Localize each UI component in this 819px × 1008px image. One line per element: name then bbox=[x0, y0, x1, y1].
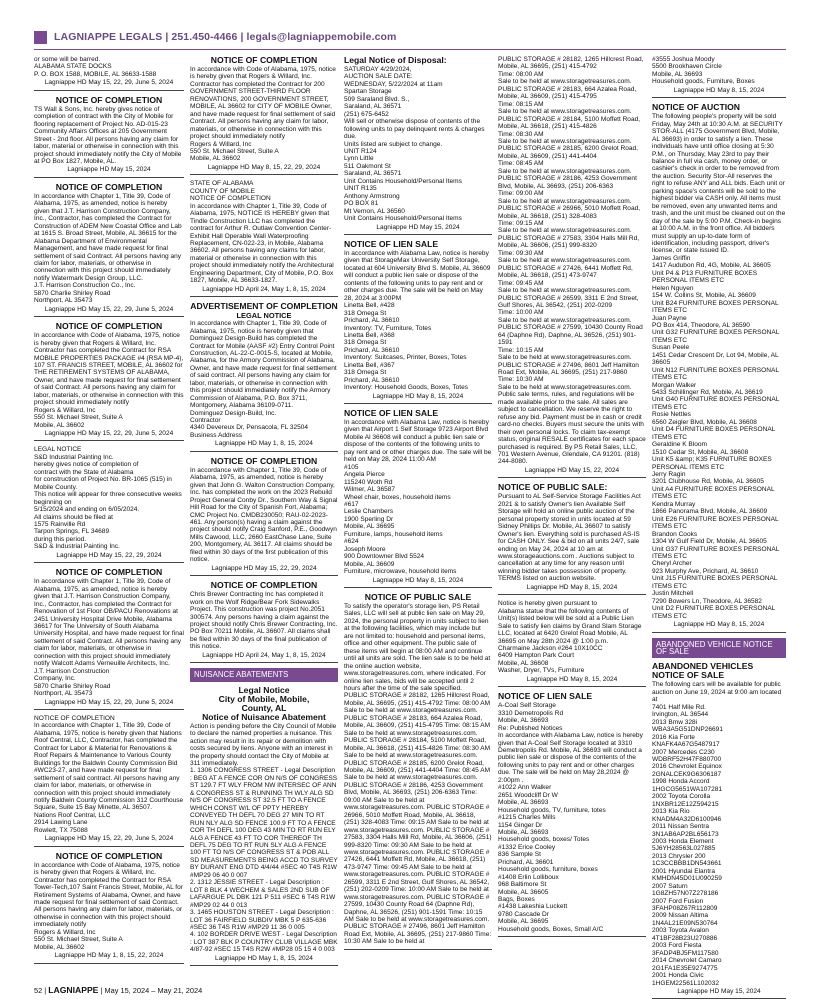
notice-body: To satisfy the operator's storage lien, PS Retail Sales, LLC will sell at public lien sale on May 29, 2024, the personal property in units subject to lien at the following facilities, which may include but are not limited to: household and personal items, office and other equipment. The public sale of these items will begin at 08:00 AM and continue until all units are sold. The lien sale is to be held at the online auction website, www.storagetreasures.com, where indicated. For online lien sales, bids will be accepted until 2 hours after the time of the sale specified. PUBLIC STORAGE # 28182, 1265 Hillcrest Road, Mobile, AL 36695, (251) 415-4792 Time: 08:00 AM Sale to be held at www.storagetreasures.com. PUBLIC STORAGE # 28183, 664 Azalea Road, Mobile, AL 36609, (251) 415-4795 Time: 08:15 AM Sale to be held at www.storagetreasures.com. PUBLIC STORAGE # 28184, 5100 Moffett Road, Mobile, AL 36618, (251) 415-4826 Time: 08:30 AM Sale to be held at www.storagetreasures.com. PUBLIC STORAGE # 28185, 6200 Grelot Road, Mobile, AL 36609, (251) 441-4404 Time: 08:45 AM Sale to be held at www.storagetreasures.com. PUBLIC STORAGE # 28186, 4253 Government Blvd, Mobile, AL 36693, (251) 206-6363 Time: 09:00 AM Sale to be held at www.storagetreasures.com. PUBLIC STORAGE # 26966, 5010 Moffett Road, Mobile, AL 36618, (251) 328-4083 Time: 09:15 AM Sale to be held at www.storagetreasures.com. PUBLIC STORAGE # 27583, 3304 Halls Mill Rd, Mobile, AL 36606, (251) 999-8320 Time: 09:30 AM Sale to be held at www.storagetreasures.com. PUBLIC STORAGE # 27426, 6441 Moffett Rd, Mobile, AL 36618, (251) 473-9747 Time: 09:45 AM Sale to be held at www.storagetreasures.com. PUBLIC STORAGE # 26599, 3311 E 2nd Street, Gulf Shores, AL 36542, (251) 202-0209 Time: 10:00 AM Sale to be held at www.storagetreasures.com. PUBLIC STORAGE # 27599, 10430 County Road 64 (Daphne Rd), Daphne, AL 36526, (251) 901-1591 Time: 10:15 AM Sale to be held at www.storagetreasures.com. PUBLIC STORAGE # 27496, 8601 Jeff Hamilton Road Ext, Mobile, AL 36695, (251) 217-9860 Time: 10:30 AM Sale to be held at bbox=[344, 603, 492, 946]
notice-title: NOTICE OF LIEN SALE bbox=[498, 691, 593, 702]
notice-divider bbox=[34, 440, 184, 441]
notice-run-dates: Lagniappe HD May 15, 22, 29, June 5, 2024 bbox=[44, 305, 174, 313]
notice-title: NOTICE OF COMPLETION bbox=[55, 181, 163, 192]
notice-run-dates: Lagniappe HD May 15, 22, 29, 2024 bbox=[211, 564, 317, 572]
notice-divider bbox=[344, 949, 492, 950]
notice-divider bbox=[34, 177, 184, 178]
legal-notice bbox=[344, 409, 492, 588]
column-4 bbox=[498, 56, 646, 974]
legal-notice bbox=[34, 322, 184, 441]
column-1 bbox=[34, 56, 184, 974]
legal-notice bbox=[190, 457, 338, 576]
legal-notice bbox=[190, 180, 338, 297]
notice-run-dates: Lagniappe HD May 15, 22, 29, June 5, 2024 bbox=[44, 835, 174, 843]
notice-body: STATE OF ALABAMA COUNTY OF MOBILE NOTICE OF COMPLETION In accordance with Chapter 1, Title 39, Code of Alabama, 1975, NOTICE IS HEREBY given that Tindle Construction LLC has completed the contract for Arthur R. Outlaw Convention Center- Exhibit Hall Operable Wall Waterproofing Replacement, CN-022-23, in Mobile, Alabama 36602. All persons having any claims for labor, material or otherwise in connection with this project should immediately notify the Architectural Engineering Department, City of Mobile, P.O. Box 1827, Mobile, AL 36633-1827. bbox=[190, 180, 334, 285]
notice-run-dates: Lagniappe HD April 24, May 1, 8, 15, 2024 bbox=[202, 651, 326, 659]
notice-title: NOTICE OF COMPLETION bbox=[55, 94, 163, 105]
notice-title: NOTICE OF COMPLETION bbox=[210, 55, 318, 65]
notice-divider bbox=[344, 234, 492, 235]
legal-notice bbox=[190, 56, 338, 175]
notice-run-dates: Lagniappe HD May 8, 15, 2024 bbox=[372, 392, 464, 400]
legal-notice bbox=[652, 103, 786, 632]
notice-run-dates: Lagniappe HD May 8, 15, 2024 bbox=[526, 583, 618, 591]
notice-title: NOTICE OF COMPLETION bbox=[55, 850, 163, 861]
notice-body: or some will be barred. ALABAMA STATE DOCKS P. O. BOX 1588, MOBILE, AL 36633-1588 bbox=[34, 56, 157, 78]
legal-notice bbox=[34, 446, 184, 563]
notice-run-dates: Lagniappe HD May 8, 15, 2024 bbox=[526, 675, 618, 683]
notice-subtitle: LEGAL NOTICE bbox=[236, 311, 292, 321]
notice-divider bbox=[34, 562, 184, 563]
notice-run-dates: Lagniappe HD May 1, 8, 15, 2024 bbox=[215, 440, 313, 448]
notice-divider bbox=[652, 97, 786, 98]
notice-title: NOTICE OF LIEN SALE bbox=[344, 238, 439, 249]
notice-divider bbox=[498, 936, 646, 937]
legal-notice bbox=[34, 96, 184, 178]
notice-divider bbox=[190, 575, 338, 576]
notice-divider bbox=[34, 846, 184, 847]
notice-divider bbox=[190, 174, 338, 175]
notice-title: ADVERTISEMENT OF COMPLETION bbox=[190, 301, 338, 312]
notice-body: Notice is hereby given pursuant to Alabama statue that the following contents of Unit(s) listed below will be sold at a Public Lien Sale to satisfy lien claims by Grand Slam Storage LLC, located at 6420 Grelot Road Mobile, AL 36695 on May 28th 2024 @ 1:00 p.m. Charmaine Jackson #264 10X10CC 6409 Hampton Park Court Mobile, AL 36608 Washer, Dryer, TVs, Furniture bbox=[498, 600, 642, 675]
footer-dates: May 15, 2024 – May 21, 2024 bbox=[104, 986, 203, 995]
notice-body: In accordance with Alabama Law, notice is hereby given that StorageMax University Self Storage, located at 604 University Blvd S. Mobile, AL 36609 will conduct a public lien sale or dispose of the contents of the following units to pay rent and or other charges due. The sale will be held on May 28, 2024 at 3:00PM Linetta Bell, #428 318 Omega St Prichard, AL 36610 Inventory: TV, Furniture, Totes Linetta Bell, #368 318 Omega St Prichard, AL 36610 Inventory: Suitcases, Printer, Boxes, Totes Linetta Bell, #367 318 Omega St Prichard, AL 36610 Inventory: Household Goods, Boxes, Totes bbox=[344, 249, 491, 392]
section-band: NUISANCE ABATEMENTS bbox=[190, 668, 338, 681]
notice-title: Legal Notice of Disposal: bbox=[344, 55, 447, 65]
notice-divider bbox=[190, 296, 338, 297]
legal-notice bbox=[190, 302, 338, 452]
legal-notice bbox=[34, 183, 184, 317]
notice-title: NOTICE OF COMPLETION bbox=[55, 567, 163, 578]
notice-title: NOTICE OF LIEN SALE bbox=[344, 408, 439, 419]
legal-notice bbox=[34, 568, 184, 710]
legal-notice bbox=[498, 56, 646, 478]
legal-notice bbox=[34, 852, 184, 964]
notice-run-dates: Lagniappe HD May 8, 15, 22, 29, 2024 bbox=[207, 163, 321, 171]
legal-notice bbox=[190, 686, 338, 967]
notice-title: NOTICE OF COMPLETION bbox=[55, 321, 163, 332]
notice-run-dates: Lagniappe HD May 15, 2024 bbox=[677, 988, 761, 996]
notice-body: In accordance with Code of Alabama, 1975, notice is hereby given that Rogers & Willard, Inc. Contractor has completed the Contract for RSA Tower-Tech,107 Saint Francis Street, Mobile, AL for Retirement Systems of Alabama, Owner, and have made request for final settlement of said Contract. All persons having any claim for labor, materials, or otherwise in connection with this project should immediately notify Rogers & Willard, Inc 550 St. Michael Street, Suite A Mobile, AL 36602 bbox=[34, 861, 183, 951]
footer-page-number: 52 bbox=[34, 986, 43, 995]
legal-notice bbox=[498, 692, 646, 937]
notice-divider bbox=[498, 477, 646, 478]
notice-divider bbox=[652, 632, 786, 633]
notice-run-dates: Lagniappe HD May 1, 8, 15, 22, 2024 bbox=[54, 952, 164, 960]
notice-body: NOTICE OF COMPLETION In accordance with Chapter 1, Title 39, Code of Alabama, 1975, notice is hereby given that Nations Roof Central, LLC, Contractor, has completed the Contract for Labor & Material for Renovations & Roof Repairs & Maintenance to Various County Buildings for the Baldwin County Commission Bid #WC23-27, and have made request for final settlement of said contract. All persons having any claim for labor, materials, or otherwise in connection with this project should immediately notify Baldwin County Commission 312 Courthouse Square, Suite 15 Bay Minette, AL 36507. Nations Roof Central, LLC 2914 Lawing Lane Rowlett, TX 75088 bbox=[34, 714, 184, 834]
notice-divider bbox=[34, 316, 184, 317]
notice-divider bbox=[498, 594, 646, 595]
notice-body: In accordance with Chapter 1, Title 39, Code of Alabama, 1975, as amended, notice is hereby given that John G. Walton Construction Company, Inc. has completed the work on the 2023 Rebuild Project General Conby Dr., Southern Way & Signal Hill Road for the City of Spanish Fort, Alabama; CMC Project No. CMDB230050; RAU-02-2023-461. Any person(s) having a claim against the project should notify Craig Sanford, P.E., Goodwyn Mills Cawood, LLC, 2660 EastChase Lane, Suite 200, Montgomery, AL 36117. All claims should be filed within 30 days of the first publication of this notice. bbox=[190, 466, 338, 564]
notice-divider bbox=[190, 662, 338, 663]
notice-run-dates: Lagniappe HD May 15, 22, 29, June 5, 2024 bbox=[44, 79, 174, 87]
notice-body: In accordance with Chapter 1, Title 39, Code of Alabama, 1975, notice is hereby given that Dominguez Design-Build has completed the Contract for Mobile (AASF #2) Entry Control Point Construction, AL-22-C-0015-S, located at Mobile, Alabama, for the Armory Commission of Alabama, Owner, and have made request for final settlement of said contract. All persons having any claim for labor, materials, or otherwise in connection with this project should immediately notify the Armory Commission of Alabama, P.O. Box 3711, Montgomery, Alabama 36109-0711. Dominguez Design-Build, Inc. Contractor 4340 Devereux Dr, Pensacola, FL 32504 Business Address bbox=[190, 320, 337, 439]
notice-run-dates: Lagniappe HD May 8, 15, 2024 bbox=[372, 576, 464, 584]
notice-body: PUBLIC STORAGE # 28182, 1265 Hillcrest Road, Mobile, AL 36695, (251) 415-4792 Time: 08:00 AM Sale to be held at www.storagetreasures.com. PUBLIC STORAGE # 28183, 664 Azalea Road, Mobile, AL 36609, (251) 415-4795 Time: 08:15 AM Sale to be held at www.storagetreasures.com. PUBLIC STORAGE # 28184, 5100 Moffett Road, Mobile, AL 36618, (251) 415-4826 Time: 08:30 AM Sale to be held at www.storagetreasures.com. PUBLIC STORAGE # 28185, 6200 Grelot Road, Mobile, AL 36609, (251) 441-4404 Time: 08:45 AM Sale to be held at www.storagetreasures.com. PUBLIC STORAGE # 28186, 4253 Government Blvd, Mobile, AL 36693, (251) 206-6363 Time: 09:00 AM Sale to be held at www.storagetreasures.com. PUBLIC STORAGE # 26966, 5010 Moffett Road, Mobile, AL 36618, (251) 328-4083 Time: 09:15 AM Sale to be held at www.storagetreasures.com. PUBLIC STORAGE # 27583, 3304 Halls Mill Rd, Mobile, AL 36606, (251) 999-8320 Time: 09:30 AM Sale to be held at www.storagetreasures.com. PUBLIC STORAGE # 27426, 6441 Moffett Rd, Mobile, AL 36618, (251) 473-9747 Time: 09:45 AM Sale to be held at www.storagetreasures.com. PUBLIC STORAGE # 26599, 3311 E 2nd Street, Gulf Shores, AL 36542, (251) 202-0209 Time: 10:00 AM Sale to be held at www.storagetreasures.com. PUBLIC STORAGE # 27599, 10430 County Road 64 (Daphne Rd), Daphne, AL 36526, (251) 901-1591 Time: 10:15 AM Sale to be held at www.storagetreasures.com. PUBLIC STORAGE # 27496, 8601 Jeff Hamilton Road Ext, Mobile, AL 36695, (251) 217-9860 Time: 10:30 AM Sale to be held at www.storagetreasures.com. Public sale terms, rules, and regulations will be made available prior to the sale. All sales are subject to cancellation. We reserve the right to refuse any bid. Payment must be in cash or credit card-no checks. Buyers must secure the units with their own personal locks. To claim tax-exempt status, original RESALE certificates for each space purchased is required. By PS Retail Sales, LLC, 701 Western Avenue, Glendale, CA 91201. (818) 244-8080. bbox=[498, 56, 646, 466]
notice-run-dates: Lagniappe HD May 15, 2024 bbox=[376, 223, 460, 231]
notice-title: NOTICE OF COMPLETION bbox=[210, 455, 318, 466]
notice-body: Action is pending before the City Council of Mobile to declare the named properties a nuisance. This action may result in its repair or demolition with costs secured by liens. Anyone with an interest in the property should contact the City of Mobile at 311 immediately. 1. 1306 CONGRESS STREET - Legal Description : BEG AT A FENCE COR ON N/S OF CONGRESS ST 129.7 FT WLY FROM NW INTERSEC OF ANN & CONGRESS ST & RUNNING TH WLY ALG SD N/S OF CONGRESS ST 32.5 FT TO A FENCE WHICH CONST W/L OF PPTY HEREBY CONVEYED TH DEFL 70 DEG 27 MIN TO RT RUN NLY ALG SD FENCE 100.9 FT TO A FENCE COR TH DEFL 100 DEG 43 MIN TO RT RUN ELY ALG A FENCE 43 FT TO COR THEREOF TH DEFL 75 DEG TO RT RUN SLY ALG A FENCE 100 FT TO N/S OF CONGRESS ST & POB ALL SD MEASUREMENTS BEING ACCD TO SURVEY BY DURANT ENG DTD 4/4/44 #SEC 40 T4S R1W #MP29 06 40 0 007 2. 1312 JESSIE STREET - Legal Description : LOT 8 BLK 4 WECHEM & SALES 2ND SUB OF LAFARGUE PL DBK 121 P 511 #SEC 6 T4S R1W #MP29 02 44 0 013 3. 1465 HOUSTON STREET - Legal Description : LOT 36 FAIRFIELD SUBDIV MBK 5 P 635-636 #SEC 36 T4S R1W #MP29 11 36 0 005 4. 102 BORDER DRIVE WEST - Legal Description : LOT 387 BLK P COUNTRY CLUB VILLAGE MBK 4/87-92 #SEC 15 T4S R2W #MP28 05 15 4 0 003 bbox=[190, 722, 338, 954]
legal-notice bbox=[498, 483, 646, 595]
notice-run-dates: Lagniappe HD May 15, 22, 29, 2024 bbox=[56, 551, 162, 559]
footer-line: 52 | LAGNIAPPE | May 15, 2024 – May 21, 2024 bbox=[34, 985, 203, 995]
notice-divider bbox=[344, 587, 492, 588]
column-3 bbox=[344, 56, 492, 974]
notice-body: Chris Brewer Contracting Inc has completed it work on the Wolf Ridge/Bear Fork Sidewalks Project. This construction was project No.2051 300574. Any persons having a claim against the project should notify Chris Brewer Contracting, Inc. PO Box 70211 Mobile, AL 36607. All claims shall be filed within 30 days of the final publication of this notice. bbox=[190, 591, 338, 651]
notice-body: In accordance with Alabama Law, notice is hereby given that Airport 1 Self Storage 9723 Airport Blvd Mobile Al 36608 will conduct a public lien sale or dispose of the contents of the following units to pay rent and or other charges due. The sale will be held on May 28, 2024 11:00 AM #105 Angela Pierce 115240 Woth Rd Wilmer, AL 36587 Wheel chair, boxes, household items #617 Leslie Chambers 1900 Sperling Dr Mobile, AL 36695 Furniture, lamps, household items #624 Joseph Moore 900 Downtowner Blvd 5524 Mobile, AL 36609 Furniture, microwave, household items bbox=[344, 419, 492, 576]
notice-run-dates: Lagniappe HD May 8, 15, 2024 bbox=[673, 86, 765, 94]
notice-body: LEGAL NOTICE S&D Industrial Painting Inc. hereby gives notice of completion of contract with the State of Alabama for construction of Project No. BR-1065 (515) in Mobile County. This notice will appear for three consecutive weeks beginning on 5/15/2024 and ending on 6/05/2024. All claims should be filed at 1575 Rainville Rd Tarpon Springs, FL 34689 during this period. S&D & Industrial Painting Inc. bbox=[34, 446, 182, 551]
notice-divider bbox=[190, 965, 338, 966]
notice-title: NOTICE OF PUBLIC SALE bbox=[364, 592, 472, 602]
notice-run-dates: Lagniappe HD May 1, 8, 15, 2024 bbox=[215, 954, 313, 962]
legal-notice bbox=[344, 593, 492, 950]
notice-run-dates: Lagniappe HD May 15, 22, 29, June 5, 2024 bbox=[44, 430, 174, 438]
notice-body: #3555 Joshua Moody 5500 Brookhaven Circle Mobile, AL 36693 Household goods, Furniture, Boxes bbox=[652, 56, 755, 86]
header-text: LAGNIAPPE LEGALS | 251.450-4466 | legals@lagniappemobile.com bbox=[54, 31, 397, 43]
notice-body: In accordance with Chapter 1, Title 39, Code of Alabama, 1975, as amended, notice is hereby given that J.T. Harrison Construction Company, Inc., Contractor, has completed the Contract for Renovation of 1st Floor OB/PACU Renovations at 2451 University Hospital Drive Mobile, Alabama 36617 for The University of South Alabama University Hospital, and have made request for final settlement of said Contract. All persons having any claim for labor, materials, or otherwise in connection with this project should immediately notify Walcott Adams Verneuille Architects, Inc. J.T. Harrison Construction Company, Inc. 5870 Charlie Shirley Road Northport, AL 35473 bbox=[34, 578, 184, 698]
page-footer bbox=[34, 985, 786, 999]
notice-body: Pursuant to AL Self-Service Storage Facilities Act 2021 & to satisfy Owner's lien Available Self Storage will hold an online public auction of the personal property stored in units located at 59 Sidney Phillips Dr. Mobile, AL 36607 to satisfy Owner's lien. Everything sold is purchased AS-IS for CASH ONLY. See & bid on all units 24/7, sale ending on May 24, 2024 at 10 am at www.storageauctions.com . Auctions subject to cancellation at any time for any reason until winning bidder takes possession of property. TERMS listed on auction website. bbox=[498, 493, 641, 583]
notice-body: A-Coal Self Storage 3310 Demetropolis Rd Mobile, AL 36693 Re: Published Notices In accordance with Alabama Law, notice is hereby given that A-Coal Self Storage located at 3310 Demetropolis Rd. Mobile, AL 36693 will conduct a public lien sale or dispose of the contents of the following units to pay rent and or other charges due. The sale will be held on May 28,2024 @ 2:00pm . #1022 Ann Walker 2651 Woodcliff Dr W Mobile, AL 36693 Household goods, TV, furniture, totes #1215 Charles Mills 1154 Ginger Dr Mobile, AL 36693 Household goods, boxes/ Totes #1332 Erice Cooley 836 Sample St Prichard, AL 36601 Household goods, furniture, boxes #1408 Erlin Lolliboux 968 Baltimore St Mobile, AL 36605 Bags, Boxes #1438 Lakeshia Luckett 9780 Cascade Dr Mobile, AL 36695 Household goods, Boxes, Small A/C bbox=[498, 702, 643, 933]
legal-notice bbox=[652, 662, 786, 999]
column-2 bbox=[190, 56, 338, 974]
notice-divider bbox=[190, 451, 338, 452]
notice-divider bbox=[34, 963, 184, 964]
notice-divider bbox=[34, 90, 184, 91]
notice-body: In accordance with Code of Alabama, 1975, notice is hereby given that Rogers & Willard, Inc. Contractor has completed the Contract for RSA MOBILE PROPERTIES PACKAGE #4 (RSA MP-4), 107 ST. FRANCIS STREET, MOBILE, AL 36602 for THE RETIREMENT SYSTEMS OF ALABAMA, Owner, and have made request for final settlement of said Contract. All persons having any claim for labor, materials, or otherwise in connection with this project should immediately notify Rogers & Willard, Inc 550 St. Michael Street, Suite A Mobile, AL 36602 bbox=[34, 332, 184, 429]
notice-run-dates: Lagniappe HD April 24, May 1, 8, 15, 2024 bbox=[202, 285, 326, 293]
notice-run-dates: Lagniappe HD May 15, 22, 2024 bbox=[524, 466, 620, 474]
notice-title: NOTICE OF AUCTION bbox=[652, 102, 741, 113]
notice-body: TS Wall & Sons, Inc. hereby gives notice of completion of contract with the City of Mobile for flooring replacement of Project No. AD-015-23 Community Affairs Offices at 205 Government Street - 2nd floor. All persons having any claim for labor, material or otherwise in connection with this project should immediately notify the City of Mobile at PO Box 1827, Mobile, AL. bbox=[34, 105, 182, 165]
page-header bbox=[34, 28, 786, 50]
notice-title: ABANDONED VEHICLES NOTICE OF SALE bbox=[652, 661, 754, 681]
column-5 bbox=[652, 56, 786, 996]
notice-divider bbox=[344, 403, 492, 404]
notice-body: The following people's property will be sold Friday, May 24th at 10:30 A.M. at SECURITY STOR-ALL (4175 Government Blvd, Mobile, AL 36693) in order to satisfy a lien. These individuals have until office closing at 5:30 P.M., on Thursday, May 23rd to pay their balance in full via cash, money order, or cashier's check in order to be removed from the auction. Security Stor-All reserves the right to refuse ANY and ALL bids. Each unit or parking space's contents will be sold to the highest bidder via CASH only. All items must be removed, even any unwanted items and trash, and the unit must be cleaned out on the day of the sale by 5:00 P.M. Check-in begins at 10:00 A.M. in the front office. All bidders must supply an up-to-date form of identification, including passport, driver's license, or state issued ID. James Griffin 1417 Audubon Rd, 4G, Mobile, AL 36605 Unit P4 & P13 FURNITURE BOXES PERSONAL ITEMS ETC Helen Nguyen 154 W. Collins St, Mobile, AL 36609 Unit B24 FURNITURE BOXES PERSONAL ITEMS ETC Juan Payne PO Box 414, Theodore, AL 36590 Unit G32 FURNITURE BOXES PERSONAL ITEMS ETC Susan Peele 1451 Cedar Crescent Dr, Lot 94, Mobile, AL 36605 Unit N12 FURNITURE BOXES PERSONAL ITEMS ETC Morgan Walker 5433 Schillinger Rd, Mobile, AL 36619 Unit G40 FURNITURE BOXES PERSONAL ITEMS ETC Rosie Nettles 6560 Zeigler Blvd, Mobile, AL 36608 Unit D4 FURNITURE BOXES PERSONAL ITEMS ETC Geraldine K Bloom 1510 Cedar St, Mobile, AL 36608 Unit K5 &amp; K35 FURNITURE BOXES PERSONAL ITEMS ETC Jerry Ragin 3201 Clubhouse Rd, Mobile, AL 36605 Unit A4 FURNITURE BOXES PERSONAL ITEMS ETC Kendra Murray 1866 Panorama Blvd, Mobile, AL 36609 Unit E26 FURNITURE BOXES PERSONAL ITEMS ETC Brandon Cooks 1304 W Gulf Field Dr, Mobile, AL 36605 Unit G37 FURNITURE BOXES PERSONAL ITEMS ETC Cheryl Archer 923 Murphy Ave, Prichard, AL 36610 Unit J15 FURNITURE BOXES PERSONAL ITEMS ETC Justin Mitchell 7290 Bowers Ln, Theodore, AL 36582 Unit D2 FURNITURE BOXES PERSONAL ITEMS ETC bbox=[652, 113, 786, 620]
section-band: ABANDONED VEHICLE NOTICE OF SALE bbox=[652, 638, 786, 659]
notice-run-dates: Lagniappe HD May 15, 22, 29, June 5, 2024 bbox=[44, 698, 174, 706]
notice-divider bbox=[34, 709, 184, 710]
header-rule bbox=[34, 49, 786, 50]
legal-notice bbox=[498, 600, 646, 687]
legal-notice bbox=[344, 56, 492, 235]
notice-title: Legal Notice City of Mobile, Mobile, County, AL Notice of Nuisance Abatement bbox=[202, 684, 326, 722]
legal-notice bbox=[34, 56, 184, 91]
notice-divider bbox=[498, 686, 646, 687]
notice-body: In accordance with Chapter 1, Title 39, Code of Alabama, 1975, as amended, notice is hereby given that J.T. Harrison Construction Company, Inc., Contractor, has completed the Contract for Construction of ADEM New Coastal Office and Lab at 1615 S. Broad Street, Mobile, AL 36615 for the Alabama Department of Environmental Management, and have made request for final settlement of said Contract. All persons having any claim for labor, materials, or otherwise in connection with this project should immediately notify Watermark Design Group, LLC. J.T. Harrison Construction Co., Inc. 5870 Charlie Shirley Road Northport, AL 35473 bbox=[34, 192, 182, 305]
header-accent-square bbox=[34, 31, 47, 44]
notice-run-dates: Lagniappe HD May 15, 2024 bbox=[67, 166, 151, 174]
legal-notice bbox=[190, 581, 338, 663]
legal-notice bbox=[34, 715, 184, 847]
footer-publication: LAGNIAPPE bbox=[48, 985, 99, 995]
notice-body: SATURDAY 4/29/2024, AUCTION SALE DATE: WEDNESDAY, 5/22/2024 at 11am Spartan Storage 509 Saraland Blvd. S., Saraland, AL 36571 (251) 675-6452 Will sell or otherwise dispose of contents of the following units to pay delinquent rents & charges due. Units listed are subject to change. UNIT R124 Lynn Little 511 Oakmont St Saraland, AL 36571 Unit Contains Household/Personal Items UNIT R135 Anthony Armstrong PO BOX 81 Mt Vernon, AL 36560 Unit Contains Household/Personal Items bbox=[344, 66, 485, 223]
notice-title: NOTICE OF PUBLIC SALE: bbox=[498, 482, 608, 493]
legal-notice bbox=[652, 56, 786, 98]
notice-body: The following cars will be available for public auction on June 19, 2024 at 9:00 am located at 7401 Half Mile Rd. Irvington, AL 36544 2013 Bmw 328i WBA3A5G51DNP26691 2016 Kia Forte KNAFK4A67G5487917 2007 Mercedes C230 WDBRF52H47F880700 2016 Chevrolet Equinox 2GNALCEK9G6306187 1998 Honda Accord 1HGCG5651WA107281 2002 Toyota Corolla 1NXBR12E12Z594215 2013 Kia Rio KNADM4A32D6100946 2011 Nissan Sentra 3N1AB6AP2BL656173 2003 Honda Element 5J6YH28563L027885 2013 Chrysler 200 1C3CCBBB1DN543661 2001 Hyundai Elantra KMHDN45D01U090259 2007 Saturn 1G8ZH57N07Z278186 2007 Ford Fusion 3FAHP08Z67R112809 2009 Nissan Altima 1N4AL21E09N530764 2003 Toyota Avalon 4T1BF28B23U270886 2003 Ford Fiesta 3FADP4BJ5FM117580 2014 Chevrolet Camaro 2G1FA1E35E9274775 2001 Honda Civic 1HGEM22561L102032 bbox=[652, 681, 782, 987]
notice-body: In accordance with Code of Alabama, 1975, notice is hereby given that Rogers & Willard, Inc. Contractor has completed the Contract for 200 GOVERNMENT STREET-THIRD FLOOR RENOVATIONS, 200 GOVERNMENT STREET, MOBILE, AL 36602 for CITY OF MOBILE Owner, and have made request for final settlement of said Contract. All persons having any claim for labor, materials, or otherwise in connection with this project should immediately notify Rogers & Willard, Inc 550 St. Michael Street, Suite A Mobile, AL 36602 bbox=[190, 66, 336, 163]
legal-notice bbox=[344, 240, 492, 404]
notice-title: NOTICE OF COMPLETION bbox=[210, 580, 318, 591]
notice-run-dates: Lagniappe HD May 8, 15, 2024 bbox=[673, 621, 765, 629]
